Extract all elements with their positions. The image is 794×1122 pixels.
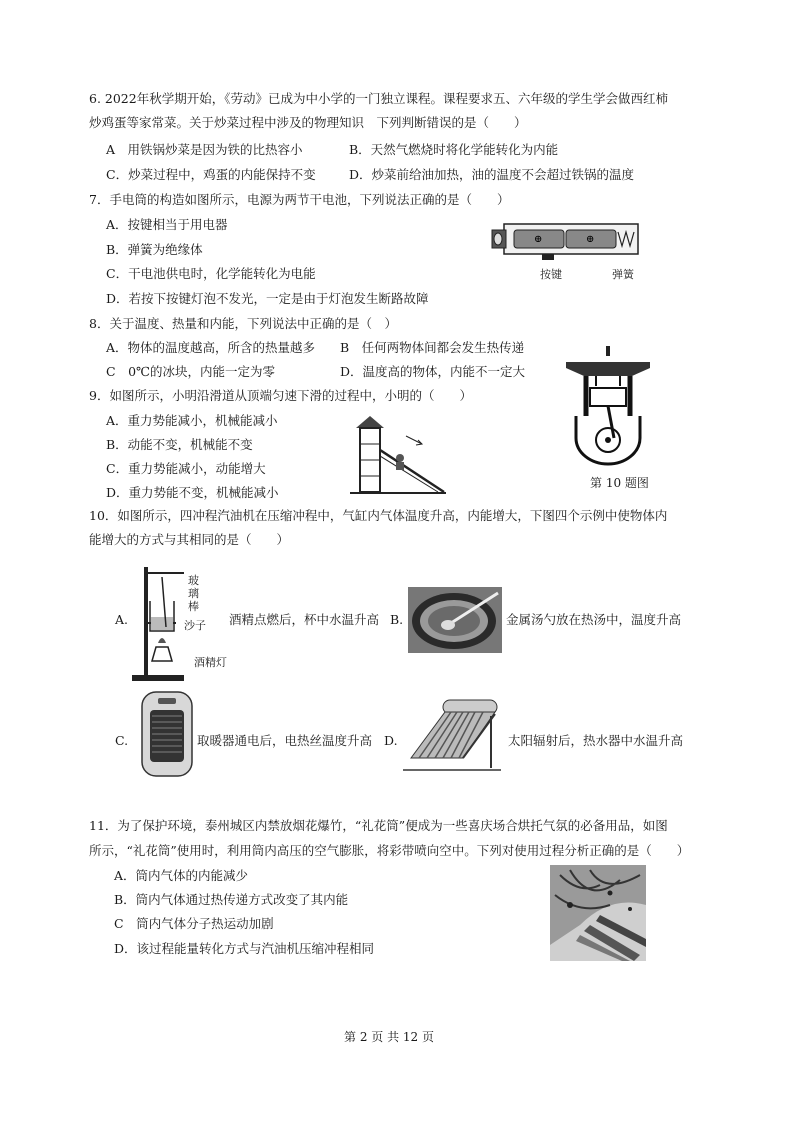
q7-option-a: A．按键相当于用电器 xyxy=(106,217,228,232)
q9-stem: 9．如图所示，小明沿滑道从顶端匀速下滑的过程中，小明的（ ） xyxy=(89,388,472,403)
solar-heater-figure xyxy=(403,698,501,774)
q11-stem-line1: 11．为了保护环境，泰州城区内禁放烟花爆竹，“礼花筒”便成为一些喜庆场合烘托气氛的必备用品，如图 xyxy=(89,818,668,833)
q10-option-b-text: 金属汤勺放在热汤中，温度升高 xyxy=(506,612,682,627)
q9-option-d: D．重力势能不变，机械能减小 xyxy=(106,485,279,500)
q11-option-c: C 筒内气体分子热运动加剧 xyxy=(114,916,274,931)
q9-option-b: B．动能不变，机械能不变 xyxy=(106,437,253,452)
q6-option-b: B．天然气燃烧时将化学能转化为内能 xyxy=(349,142,559,157)
flashlight-label-spring: 弹簧 xyxy=(612,268,634,281)
q8-stem: 8．关于温度、热量和内能，下列说法中正确的是（ ） xyxy=(89,316,397,331)
q9-option-a: A．重力势能减小，机械能减小 xyxy=(106,413,278,428)
q8-option-b: B 任何两物体间都会发生热传递 xyxy=(340,340,525,355)
q10-option-c-text: 取暖器通电后，电热丝温度升高 xyxy=(197,733,373,748)
q10-stem-line1: 10．如图所示，四冲程汽油机在压缩冲程中，气缸内气体温度升高，内能增大，下图四个示例中使物体内 xyxy=(89,508,668,523)
q6-option-c: C．炒菜过程中，鸡蛋的内能保持不变 xyxy=(106,167,316,182)
q10-option-a-text: 酒精点燃后，杯中水温升高 xyxy=(229,612,380,627)
q7-option-c: C．干电池供电时，化学能转化为电能 xyxy=(106,266,316,281)
q11-stem-line2: 所示，“礼花筒”使用时，利用筒内高压的空气膨胀，将彩带喷向空中。下列对使用过程分析正确的是（ ） xyxy=(89,843,690,858)
flashlight-label-button: 按键 xyxy=(540,268,562,281)
q7-option-d: D．若按下按键灯泡不发光，一定是由于灯泡发生断路故障 xyxy=(106,291,429,306)
q10-option-d-text: 太阳辐射后，热水器中水温升高 xyxy=(508,733,684,748)
engine-figure xyxy=(556,346,656,470)
label-glass-rod-3: 棒 xyxy=(188,600,199,613)
q10-option-c-letter: C. xyxy=(115,733,129,748)
q8-option-d: D．温度高的物体，内能不一定大 xyxy=(340,364,526,379)
electric-heater-figure xyxy=(138,690,196,780)
page-footer: 第 2 页 共 12 页 xyxy=(344,1030,434,1044)
label-alcohol-lamp: 酒精灯 xyxy=(194,656,227,669)
q11-option-b: B．筒内气体通过热传递方式改变了其内能 xyxy=(114,892,349,907)
slide-figure xyxy=(350,414,446,496)
q10-option-b-letter: B. xyxy=(390,612,404,627)
q6-stem-line2: 炒鸡蛋等家常菜。关于炒菜过程中涉及的物理知识 下列判断错误的是（ ） xyxy=(89,115,527,130)
q7-stem: 7．手电筒的构造如图所示，电源为两节干电池，下列说法正确的是（ ） xyxy=(89,192,510,207)
q9-option-c: C．重力势能减小，动能增大 xyxy=(106,461,266,476)
svg-text:⊕: ⊕ xyxy=(534,234,543,245)
q10-figure-caption: 第 10 题图 xyxy=(590,476,649,490)
q11-option-d: D．该过程能量转化方式与汽油机压缩冲程相同 xyxy=(114,941,375,956)
q6-option-a: A 用铁锅炒菜是因为铁的比热容小 xyxy=(106,142,303,157)
q10-stem-line2: 能增大的方式与其相同的是（ ） xyxy=(89,532,290,547)
svg-text:⊕: ⊕ xyxy=(586,234,595,245)
flashlight-figure xyxy=(490,218,650,266)
alcohol-lamp-figure xyxy=(128,565,188,683)
label-sand: 沙子 xyxy=(184,619,206,632)
party-popper-figure xyxy=(550,865,646,961)
label-glass-rod-1: 玻 xyxy=(188,574,199,587)
q6-option-d: D．炒菜前给油加热，油的温度不会超过铁锅的温度 xyxy=(349,167,635,182)
q7-option-b: B．弹簧为绝缘体 xyxy=(106,242,203,257)
q8-option-a: A．物体的温度越高，所含的热量越多 xyxy=(106,340,316,355)
q10-option-d-letter: D. xyxy=(384,733,398,748)
label-glass-rod-2: 璃 xyxy=(188,587,199,600)
q8-option-c: C 0℃的冰块，内能一定为零 xyxy=(106,364,276,379)
q6-stem-line1: 6. 2022年秋学期开始，《劳动》已成为中小学的一门独立课程。课程要求五、六年级的学生学会做西红柿 xyxy=(89,91,668,106)
q10-option-a-letter: A. xyxy=(115,612,129,627)
soup-pot-figure xyxy=(408,587,502,653)
q11-option-a: A．筒内气体的内能减少 xyxy=(114,868,249,883)
